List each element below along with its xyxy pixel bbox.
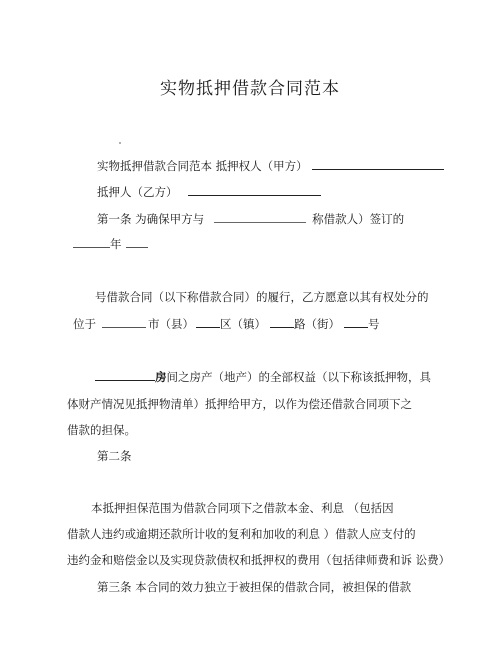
number-blank	[344, 316, 368, 328]
line-scope-3	[67, 552, 450, 568]
district-label: 区（镇）	[220, 317, 266, 331]
guarantee-text: 借款的担保。	[67, 423, 136, 437]
line-scope-1	[91, 500, 394, 516]
line-contract-no	[95, 289, 429, 305]
line-year	[73, 236, 148, 252]
month-blank	[126, 236, 148, 248]
line-article-3	[97, 579, 411, 595]
road-blank	[270, 316, 294, 328]
road-label: 路（街）	[294, 317, 340, 331]
line-guarantee	[67, 422, 136, 438]
property-detail-text: 体财产情况见抵押物清单）抵押给甲方，以作为偿还借款合同项下之	[67, 397, 412, 411]
line-scope-2	[67, 526, 416, 542]
line-article-2	[97, 448, 132, 464]
year-label: 年	[110, 237, 122, 251]
borrower-blank	[214, 211, 306, 223]
city-label: 市（县）	[148, 317, 194, 331]
line-mortgagee	[97, 158, 444, 174]
line-property	[95, 369, 431, 385]
mortgagee-blank	[312, 158, 444, 170]
contract-no-text: 号借款合同（以下称借款合同）的履行，乙方愿意以其有权处分的	[95, 290, 429, 304]
line-address	[73, 316, 380, 332]
mortgagor-blank	[188, 184, 321, 196]
line-mortgagor	[97, 184, 321, 200]
article-1-text-a: 第一条 为确保甲方与	[97, 212, 205, 226]
property-blank	[95, 369, 155, 381]
article-3-text: 第三条 本合同的效力独立于被担保的借款合同，被担保的借款	[97, 580, 412, 594]
mortgagor-label: 抵押人（乙方）	[97, 185, 178, 199]
line-article-1	[97, 211, 404, 227]
line-property-detail	[67, 396, 412, 412]
stray-mark	[119, 142, 121, 144]
article-2-heading: 第二条	[97, 449, 132, 463]
city-blank	[102, 316, 146, 328]
mortgagee-label: 实物抵押借款合同范本 抵押权人（甲方）	[97, 159, 308, 173]
document-title: 实物抵押借款合同范本	[160, 79, 340, 99]
district-blank	[196, 316, 220, 328]
scope-text-1: 本抵押担保范围为借款合同项下之借款本金、利息 （包括因	[91, 501, 394, 515]
scope-text-2: 借款人违约或逾期还款所计收的复利和加收的利息 ）借款人应支付的	[67, 527, 416, 541]
property-text: 间之房产（地产）的全部权益（以下称该抵押物，具	[166, 370, 431, 384]
address-prefix: 位于	[73, 317, 96, 331]
scope-text-3: 违约金和赔偿金以及实现贷款债权和抵押权的费用（包括律师费和诉 讼费）	[67, 553, 451, 567]
year-blank	[73, 236, 110, 248]
article-1-text-b: 称借款人）签订的	[312, 212, 405, 226]
room-label: 房	[155, 370, 167, 384]
number-label: 号	[368, 317, 380, 331]
